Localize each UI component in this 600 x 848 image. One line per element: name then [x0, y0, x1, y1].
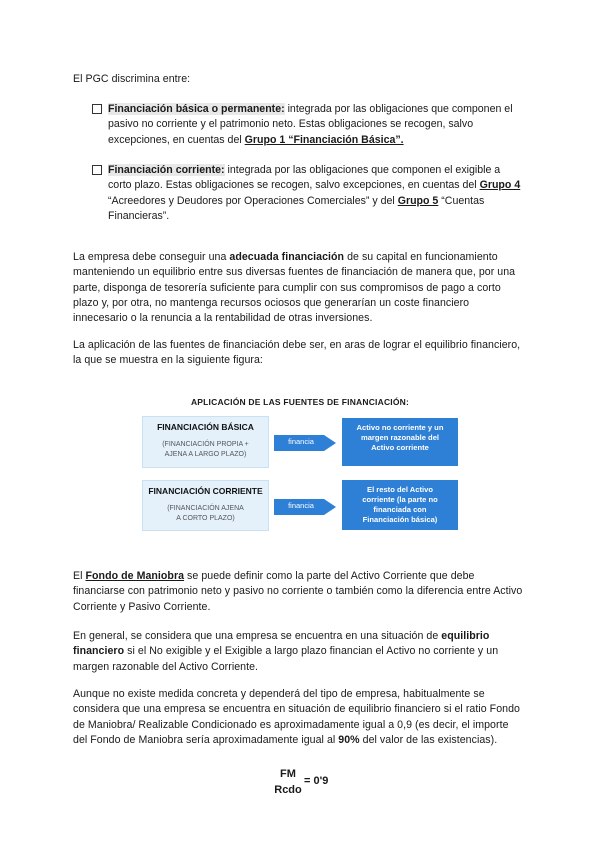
- bullet-body: “Cuentas Financieras”.: [108, 194, 485, 222]
- checkbox-icon: [92, 165, 102, 175]
- box-subtitle: [143, 440, 268, 460]
- intro-text: El PGC discrimina entre:: [73, 73, 191, 85]
- para-underlined: Fondo de Maniobra: [85, 570, 185, 582]
- box-line: El resto del Activo: [367, 485, 433, 494]
- group-4-link: Grupo 4: [479, 179, 521, 192]
- formula-numerator: FM: [280, 768, 296, 780]
- bullet-text: [108, 102, 524, 148]
- box-subtitle-line: AJENA A LARGO PLAZO): [164, 451, 247, 458]
- para-text: del valor de las existencias).: [359, 733, 498, 746]
- figure-title: APLICACIÓN DE LAS FUENTES DE FINANCIACIÓN:: [190, 397, 410, 407]
- para-bold: 90%: [338, 733, 360, 746]
- arrow-label: financia: [288, 437, 314, 446]
- box-line: corriente (la parte no: [362, 495, 438, 504]
- box-subtitle-line: (FINANCIACIÓN PROPIA +: [162, 441, 249, 448]
- para-text: si el No exigible y el Exigible a largo plazo financian el Activo no corriente y un margen razonable del Activo Corriente.: [73, 645, 499, 673]
- para-text: Aunque no existe medida concreta y dependerá del tipo de empresa, habitualmente se considera que una empresa se encuentra en situación de equilibrio financiero si el ratio Fondo de Maniobra/ Realizable Condicionado es aproximadamente igual a 0,9 (es decir, el importe del Fondo de Maniobra sería aproximadamente igual al: [73, 688, 520, 746]
- financia-arrow: [274, 497, 336, 517]
- paragraph-adecuada-financiacion: [73, 250, 525, 326]
- formula-denominator: Rcdo: [274, 784, 302, 796]
- box-line: Activo no corriente y un: [356, 423, 444, 432]
- box-line: financiada con: [373, 505, 427, 514]
- paragraph-equilibrio: [73, 629, 525, 675]
- box-financiacion-basica: [142, 416, 269, 468]
- arrow-label: financia: [288, 501, 314, 510]
- paragraph-ratio: [73, 687, 525, 748]
- para-text: de su capital en funcionamiento manteniendo un equilibrio entre sus diversas fuentes de financiación de manera que, por una parte, disponga de tesorería suficiente para cumplir con sus compromisos de pago a corto plazo y, por otra, no mantenga recursos ociosos que generarían un coste financiero innecesario o la renuncia a la rentabilidad de otras inversiones.: [73, 251, 516, 325]
- financia-arrow: [274, 433, 336, 453]
- bullet-body: integrada por las obligaciones que componen el pasivo no corriente y el patrimonio neto. Estas obligaciones se recogen, salvo excepciones, en cuentas del: [108, 103, 513, 146]
- box-title: FINANCIACIÓN CORRIENTE: [148, 486, 263, 496]
- checkbox-icon: [92, 104, 102, 114]
- box-financiacion-corriente: [142, 480, 269, 531]
- para-bold: equilibrio financiero: [73, 630, 490, 658]
- box-subtitle: [143, 504, 268, 524]
- bullet-text: [108, 163, 524, 224]
- bullet-body: “Acreedores y Deudores por Operaciones Comerciales” y del: [108, 194, 398, 207]
- para-text: La empresa debe conseguir una: [73, 251, 230, 263]
- term-highlight: Financiación básica o permanente:: [108, 103, 285, 115]
- para-text: se puede definir como la parte del Activo Corriente que debe financiarse con patrimonio neto y pasivo no corriente o también como la diferencia entre Activo Corriente y Pasivo Corriente.: [73, 570, 523, 613]
- term-highlight: Financiación corriente:: [108, 164, 225, 176]
- box-line: Financiación básica): [362, 515, 438, 524]
- box-subtitle-line: (FINANCIACIÓN AJENA: [167, 505, 244, 512]
- para-text: En general, se considera que una empresa se encuentra en una situación de: [73, 630, 442, 642]
- para-bold: adecuada financiación: [229, 251, 345, 263]
- para-text: El: [73, 570, 86, 582]
- box-title: FINANCIACIÓN BÁSICA: [157, 422, 254, 432]
- box-activo-no-corriente: [342, 418, 458, 466]
- formula-operator: = 0'9: [304, 775, 329, 787]
- paragraph-aplicacion: La aplicación de las fuentes de financiación debe ser, en aras de lograr el equilibrio financiero, la que se muestra en la siguiente figura:: [73, 339, 521, 367]
- paragraph-fondo-maniobra: [73, 569, 525, 615]
- box-resto-activo-corriente: [342, 480, 458, 530]
- box-line: Activo corriente: [371, 443, 429, 452]
- box-line: margen razonable del: [360, 433, 440, 442]
- group-5-link: Grupo 5: [397, 194, 439, 207]
- box-subtitle-line: A CORTO PLAZO): [176, 515, 235, 522]
- group-link: Grupo 1 “Financiación Básica”.: [244, 133, 404, 146]
- bullet-body: integrada por las obligaciones que componen el exigible a corto plazo. Estas obligaciones se recogen, salvo excepciones, en cuentas del: [108, 164, 501, 192]
